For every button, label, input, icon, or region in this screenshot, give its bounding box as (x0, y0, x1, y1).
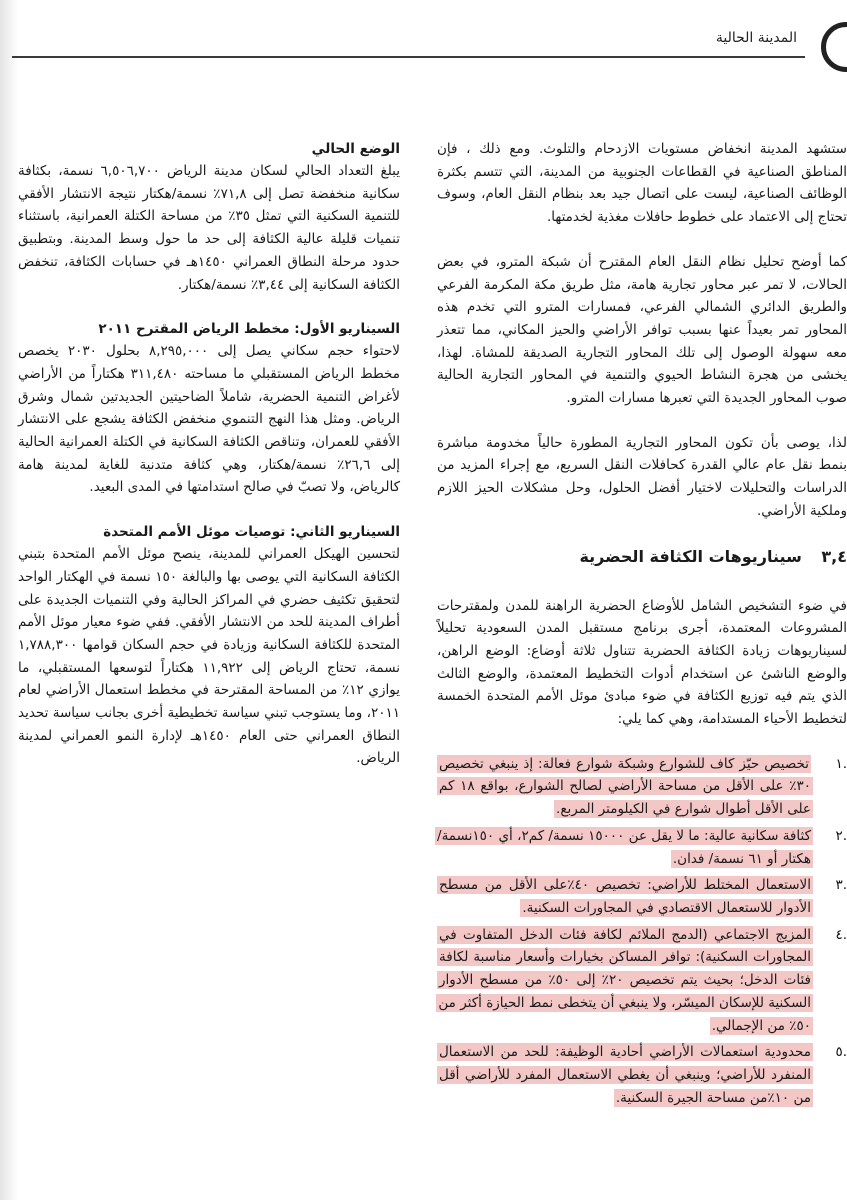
page-edge-shadow (0, 0, 18, 1200)
list-item-text: المزيج الاجتماعي (الدمج الملائم لكافة فئات الدخل المتفاوت في المجاورات السكنية): توافر المساكن بخيارات وأسعار مناسبة لكافة فئات الدخل؛ بحيث يتم تخصيص ٢٠٪ إلى ٥٠٪ من مسطح الأدوار السكنية للإسكان الميسّر، ولا ينبغي أن يتخطى نمط الحيازة أكثر من ٥٠٪ من الإجمالي. (438, 926, 811, 1034)
paragraph-3: لذا، يوصى بأن تكون المحاور التجارية المطورة حالياً مخدومة مباشرة بنمط نقل عام عالي القدرة كحافلات النقل السريع، مع إجراء المزيد من الدراسات والتحليلات لاختيار أفضل الحلول، وحل مشكلات الحيز اللازم وملكية الأراضي. (437, 434, 847, 519)
section-title: سيناريوهات الكثافة الحضرية (579, 546, 802, 566)
list-item (437, 753, 847, 821)
subheading-scenario-1: السيناريو الأول: مخطط الرياض المقترح ٢٠١١ (98, 321, 400, 338)
list-item-number: .٣ (835, 877, 847, 894)
running-header-title: المدينة الحالية (715, 30, 797, 46)
list-item-text: كثافة سكانية عالية: ما لا يقل عن ١٥٠٠٠ نسمة/ كم٢، أي ١٥٠نسمة/ هكتار أو ٦١ نسمة/ فدان. (437, 827, 811, 867)
recommendations-list (437, 753, 847, 1110)
subheading-current-status: الوضع الحالي (311, 141, 400, 157)
list-item-text: محدودية استعمالات الأراضي أحادية الوظيفة: للحد من الاستعمال المنفرد للأراضي؛ وينبغي أن يغطي الاستعمال المفرد للأراضي أقل من ١٠٪من مساحة الجيرة السكنية. (439, 1044, 811, 1106)
paragraph-2: كما أوضح تحليل نظام النقل العام المقترح أن شبكة المترو، في بعض الحالات، لا تمر عبر محاور تجارية هامة، مثل طريق مكة المكرمة الفرعي والطريق الدائري الشمالي الفرعي، فمسارات المترو التي تخدم هذه المحاور تمر بعيداً عنها بسبب توافر الأراضي والحيز المكاني، مما تتعذر معه سهولة الوصول إلى تلك المحاور التجارية الصديقة للمشاة. لهذا، يخشى من هجرة النشاط الحيوي والتنمية في المحاور التجارية الحالية صوب المحاور الجديدة التي تعبرها مسارات المترو. (437, 253, 847, 407)
list-item-number: .١ (835, 755, 847, 772)
list-item-number: .٢ (835, 827, 847, 844)
list-item (437, 1041, 847, 1109)
list-item (437, 924, 847, 1038)
section-intro: في ضوء التشخيص الشامل للأوضاع الحضرية الراهنة للمدن ولمقترحات المشروعات المعتمدة، أجرى برنامج مستقبل المدن السعودية تحليلاً لسيناريوهات زيادة الكثافة الحضرية تتناول ثلاثة أوضاع: الوضع الراهن، والوضع الناشئ عن استخدام أدوات التخطيط المعتمدة، والوضع الثالث الذي يتم فيه توزيع الكثافة في ضوء مبادئ موئل الأمم المتحدة الخمسة لتخطيط الأحياء المستدامة، وهي كما يلي: (437, 597, 847, 728)
list-item (437, 825, 847, 870)
paragraph-scenario-1: لاحتواء حجم سكاني يصل إلى ٨,٢٩٥,٠٠٠ بحلول ٢٠٣٠ يخصص مخطط الرياض المستقبلي ما مساحته ٣١١,٤٨٠ هكتاراً من الأراضي لأغراض التنمية الحضرية، شاملاً الضاحيتين الجديدتين شمال وشرق الرياض. ومثل هذا النهج التنموي منخفض الكثافة يشجع على الانتشار الأفقي للعمران، وتناقص الكثافة السكانية في الكتلة العمرانية الحالية إلى ٢٦,٦٪ نسمة/هكتار، وهي كثافة متدنية للغاية لمدينة هامة كالرياض، ولا تصبّ في صالح استدامتها في المدى البعيد. (18, 343, 400, 496)
header-rule (12, 56, 805, 58)
list-item-text: الاستعمال المختلط للأراضي: تخصيص ٤٠٪على الأقل من مسطح الأدوار للاستعمال الاقتصادي في المجاورات السكنية. (439, 877, 811, 916)
section-number: ٣,٤ (821, 546, 847, 566)
right-column (437, 138, 847, 1113)
list-item (437, 874, 847, 919)
paragraph-scenario-2: لتحسين الهيكل العمراني للمدينة، ينصح موئل الأمم المتحدة بتبني الكثافة السكانية التي يوصى بها والبالغة ١٥٠ نسمة في الهكتار الواحد لتحقيق تكثيف حضري في المراكز الحالية وفي التنميات الجديدة على أطراف المدينة للحد من الانتشار الأفقي. ففي ضوء معيار موئل الأمم المتحدة للكثافة السكانية وزيادة في حجم السكان قوامها ١,٧٨٨,٣٠٠ نسمة، تحتاج الرياض إلى ١١,٩٢٢ هكتاراً لتوسعها المستقبلي، ما يوازي ١٢٪ من المساحة المقترحة في مخطط استعمال الأراضي لعام ٢٠١١، وما يستوجب تبني سياسة تخطيطية أخرى بجانب سياسة تحديد النطاق العمراني حتى العام ١٤٥٠هـ لإدارة النمو العمراني لمدينة الرياض. (18, 546, 400, 767)
list-item-number: .٥ (835, 1044, 847, 1061)
left-column (18, 138, 400, 792)
paragraph-1: ستشهد المدينة انخفاض مستويات الازدحام والتلوث. ومع ذلك ، فإن المناطق الصناعية في القطاعات الجنوبية من المدينة، التي تتسم بكثرة الوظائف الصناعية، ليست على اتصال جيد بعد بنظام النقل العام، وسوف تحتاج إلى الاعتماد على خطوط حافلات مغذية لخدمتها. (437, 141, 847, 226)
chapter-marker-circle (821, 22, 847, 72)
list-item-number: .٤ (835, 926, 847, 943)
paragraph-current-status: يبلغ التعداد الحالي لسكان مدينة الرياض ٦,٥٠٦,٧٠٠ نسمة، بكثافة سكانية منخفضة تصل إلى ٧١,٨٪ نسمة/هكتار نتيجة الانتشار الأفقي للتنمية السكنية التي تمثل ٣٥٪ من مساحة الكتلة العمرانية، باستثناء تنميات قليلة عالية الكثافة إلى حد ما حول وسط المدينة. وبتطبيق حدود مرحلة النطاق العمراني ١٤٥٠هـ في حسابات الكثافة، تنخفض الكثافة السكانية إلى ٣,٤٤٪ نسمة/هكتار. (18, 163, 401, 293)
list-item-text: تخصيص حيّز كاف للشوارع وشبكة شوارع فعالة: إذ ينبغي تخصيص ٣٠٪ على الأقل من مساحة الأراضي لصالح الشوارع، بواقع ١٨ كم على الأقل أطوال شوارع في الكيلومتر المربع. (439, 755, 812, 818)
section-heading (437, 545, 847, 569)
subheading-scenario-2: السيناريو الثاني: توصيات موئل الأمم المتحدة (103, 524, 400, 541)
